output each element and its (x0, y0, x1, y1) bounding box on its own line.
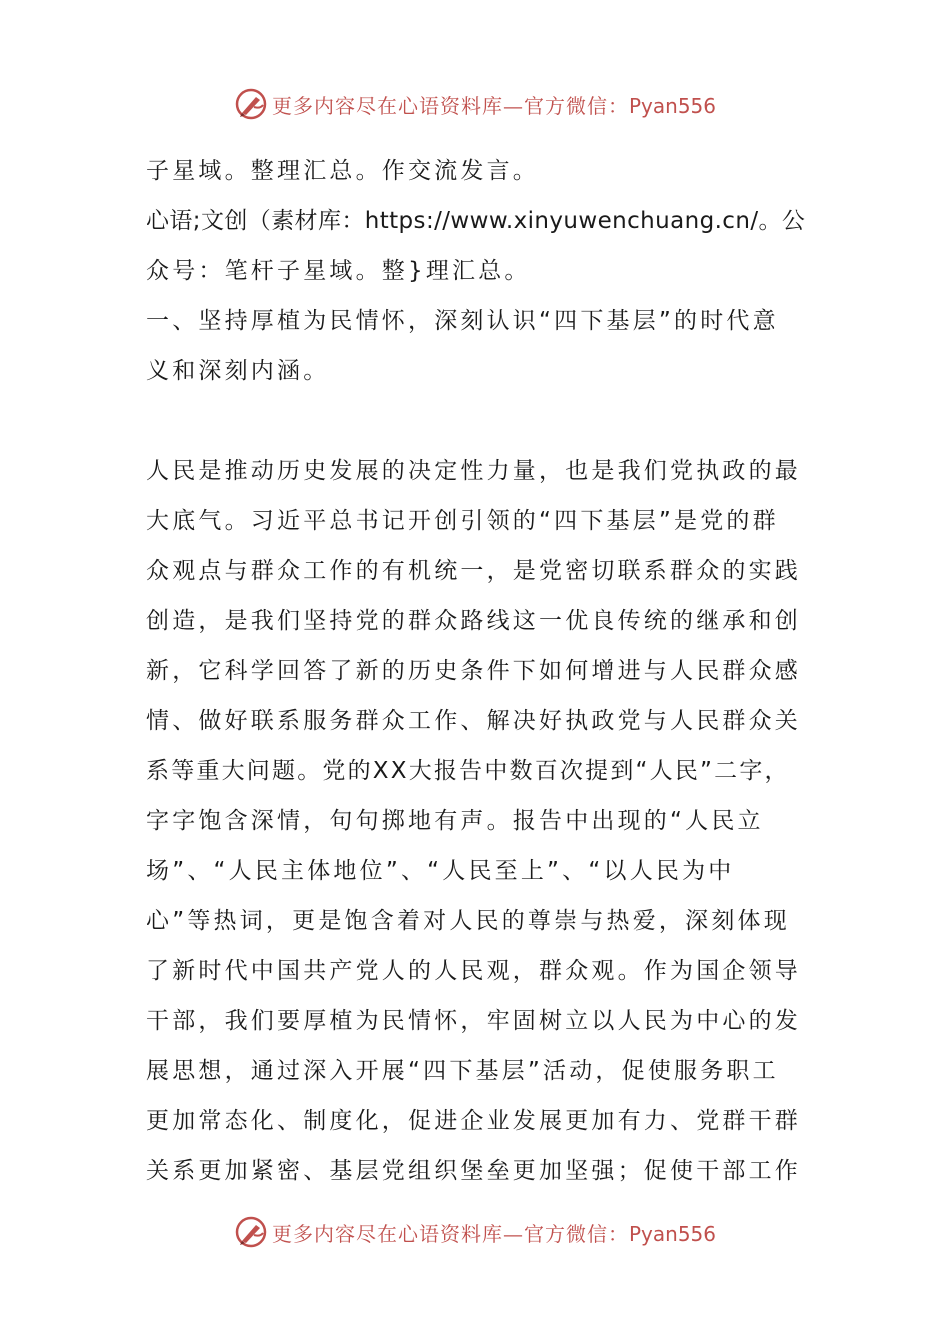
watermark-wechat-label: 官方微信： (523, 93, 629, 118)
text-line: 心”等热词，更是饱含着对人民的尊崇与热爱，深刻体现 (146, 908, 790, 934)
watermark-separator: — (502, 93, 524, 118)
watermark-wechat-label: 官方微信： (523, 1221, 629, 1246)
text-line: 干部，我们要厚植为民情怀，牢固树立以人民为中心的发 (146, 1008, 801, 1034)
document-body (146, 146, 810, 1196)
text-line: 子星域。整理汇总。作交流发言。 (146, 158, 539, 184)
section-heading-cont: 义和深刻内涵。 (146, 358, 330, 384)
paragraph-gap (146, 396, 810, 446)
text-line: 情、做好联系服务群众工作、解决好执政党与人民群众关 (146, 708, 801, 734)
watermark-main-text: 更多内容尽在心语资料库 (271, 93, 503, 118)
text-line: 新，它科学回答了新的历史条件下如何增进与人民群众感 (146, 658, 801, 684)
text-line: 心语;文创（素材库：https://www.xinyuwenchuang.cn/。公 (146, 208, 806, 234)
text-line: 展思想，通过深入开展“四下基层”活动，促使服务职工 (146, 1058, 779, 1084)
pen-logo-icon (234, 1215, 268, 1249)
watermark-wechat-id: Pyan556 (628, 93, 716, 118)
text-line: 大底气。习近平总书记开创引领的“四下基层”是党的群 (146, 508, 779, 534)
watermark-text (272, 90, 716, 119)
text-line: 关系更加紧密、基层党组织堡垒更加坚强；促使干部工作 (146, 1158, 801, 1184)
text-line: 创造，是我们坚持党的群众路线这一优良传统的继承和创 (146, 608, 801, 634)
watermark-text (272, 1218, 716, 1247)
text-line: 字字饱含深情，句句掷地有声。报告中出现的“人民立 (146, 808, 764, 834)
watermark-separator: — (502, 1221, 524, 1246)
header-watermark (0, 84, 950, 124)
section-intro (146, 146, 810, 396)
footer-watermark (0, 1212, 950, 1252)
section-body-paragraph (146, 446, 810, 1196)
watermark-wechat-id: Pyan556 (628, 1221, 716, 1246)
text-line: 场”、“人民主体地位”、“人民至上”、“以人民为中 (146, 858, 735, 884)
text-line: 众号：笔杆子星域。整}理汇总。 (146, 258, 531, 284)
text-line: 了新时代中国共产党人的人民观，群众观。作为国企领导 (146, 958, 801, 984)
text-line: 人民是推动历史发展的决定性力量，也是我们党执政的最 (146, 458, 801, 484)
text-line: 众观点与群众工作的有机统一，是党密切联系群众的实践 (146, 558, 801, 584)
text-line: 系等重大问题。党的XX大报告中数百次提到“人民”二字， (146, 758, 790, 784)
pen-logo-icon (234, 87, 268, 121)
section-heading: 一、坚持厚植为民情怀，深刻认识“四下基层”的时代意 (146, 308, 779, 334)
text-line: 更加常态化、制度化，促进企业发展更加有力、党群干群 (146, 1108, 801, 1134)
watermark-main-text: 更多内容尽在心语资料库 (271, 1221, 503, 1246)
